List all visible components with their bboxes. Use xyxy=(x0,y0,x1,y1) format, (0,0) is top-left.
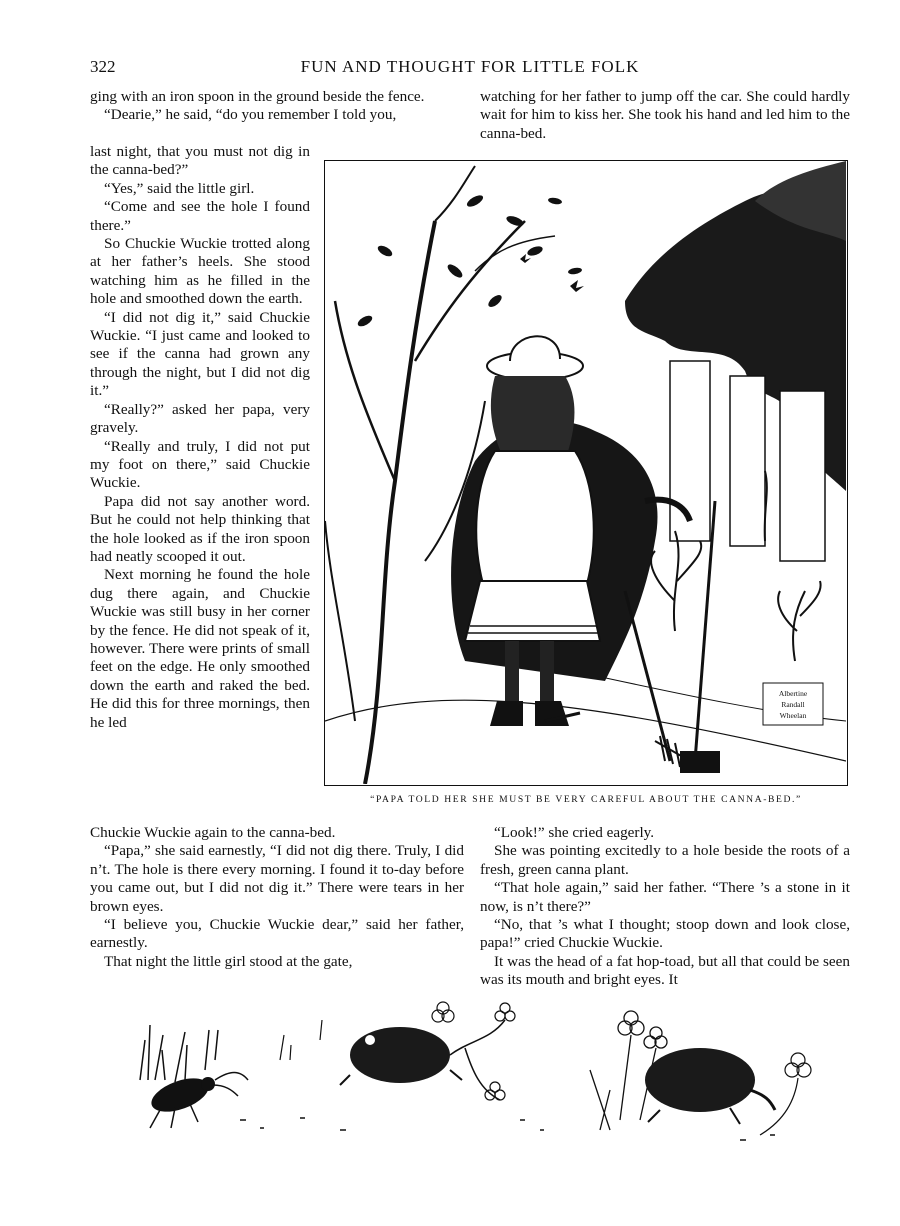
left-column-bottom xyxy=(90,824,464,971)
girl-boot xyxy=(535,701,569,726)
ground-specks xyxy=(240,1118,775,1140)
left-column-narrow xyxy=(90,143,310,732)
paragraph: “Really?” asked her papa, very gravely. xyxy=(90,400,310,437)
paragraph: “Look!” she cried eagerly. xyxy=(494,824,655,841)
running-head xyxy=(90,57,850,81)
girl-hat-crown xyxy=(510,336,560,361)
girl-leg xyxy=(505,641,519,701)
toad-icon xyxy=(645,1048,775,1124)
leaves xyxy=(356,193,582,328)
butterfly-icon xyxy=(570,280,584,292)
paragraph: “That hole again,” said her father. “There ’s a stone in it now, is n’t there?” xyxy=(480,879,850,915)
signature-line: Albertine xyxy=(778,689,808,698)
tree-branch xyxy=(325,521,355,721)
tree-branch xyxy=(335,301,395,481)
paragraph: ging with an iron spoon in the ground beside the fence. xyxy=(90,88,425,105)
paragraph: last night, that you must not dig in the canna-bed?” xyxy=(90,143,310,179)
illustration-girl-and-father xyxy=(324,160,848,786)
vignette-drawing xyxy=(120,1000,840,1160)
left-column-top xyxy=(90,88,464,125)
girl-leg xyxy=(540,641,554,701)
hoe-blade xyxy=(680,751,720,773)
right-column-bottom xyxy=(480,824,850,990)
running-title: FUN AND THOUGHT FOR LITTLE FOLK xyxy=(300,57,640,76)
paragraph: “Dearie,” he said, “do you remember I told you, xyxy=(104,106,397,124)
clover-leaves xyxy=(760,1053,811,1135)
paragraph: watching for her father to jump off the car. She could hardly wait for him to kiss her. She took his hand and led him to the canna-bed. xyxy=(480,88,850,142)
fence-post xyxy=(780,391,825,561)
paragraph: It was the head of a fat hop-toad, but all that could be seen was its mouth and bright eyes. It xyxy=(480,952,850,989)
tree-branch xyxy=(475,236,555,271)
tree-branch xyxy=(365,221,435,784)
rake-handle xyxy=(625,591,670,761)
girl-hair xyxy=(491,376,575,461)
paragraph: “Papa,” she said earnestly, “I did not dig there. Truly, I did n’t. The hole is there every morning. I found it to-day before you came out, but I did not dig it.” There were tears in her brown eyes. xyxy=(90,842,464,915)
paragraph: She was pointing excitedly to a hole beside the roots of a fresh, green canna plant. xyxy=(480,842,850,878)
paragraph: “No, that ’s what I thought; stoop down and look close, papa!” cried Chuckie Wuckie. xyxy=(480,916,850,952)
clover-vine xyxy=(450,1020,505,1100)
paragraph: “I believe you, Chuckie Wuckie dear,” said her father, earnestly. xyxy=(90,916,464,952)
beetle-icon xyxy=(147,1072,248,1128)
illustration-drawing xyxy=(325,161,846,784)
girl-skirt xyxy=(465,581,600,641)
canna-plant xyxy=(651,531,701,631)
paragraph: So Chuckie Wuckie trotted along at her father’s heels. She stood watching him as he filled in the hole and smoothed down the earth. xyxy=(90,235,310,308)
butterfly-icon xyxy=(520,254,531,263)
paragraph: Next morning he found the hole dug there again, and Chuckie Wuckie was still busy in her corner by the fence. He did not speak of it, however. There were prints of small feet on the edge. He only smoothed down the earth and raked the bed. He did this for three mornings, then he led xyxy=(90,566,310,731)
paragraph: “Yes,” said the little girl. xyxy=(104,179,255,197)
grass-tuft xyxy=(140,1025,218,1082)
signature-line: Wheelan xyxy=(779,711,807,720)
toad-icon xyxy=(340,1027,462,1085)
paragraph: “Come and see the hole I found there.” xyxy=(90,198,310,234)
signature-line: Randall xyxy=(781,700,805,709)
paragraph: “I did not dig it,” said Chuckie Wuckie. “I just came and looked to see if the canna had grown any through the night, but I did not dig it.” xyxy=(90,308,310,400)
vignette-toads-and-beetle xyxy=(120,1000,840,1160)
paragraph: “Really and truly, I did not put my foot on there,” said Chuckie Wuckie. xyxy=(90,437,310,492)
paragraph: Papa did not say another word. But he could not help thinking that the hole looked as if the iron spoon had neatly scooped it out. xyxy=(90,492,310,565)
tree-branch xyxy=(435,166,475,221)
illustration-caption: “PAPA TOLD HER SHE MUST BE VERY CAREFUL ABOUT THE CANNA-BED.” xyxy=(370,794,802,805)
paragraph: Chuckie Wuckie again to the canna-bed. xyxy=(90,824,336,841)
right-column-top xyxy=(480,88,850,143)
girl-boot xyxy=(490,701,523,726)
grass-tuft xyxy=(280,1020,322,1060)
canna-plant xyxy=(778,581,820,661)
fence-post xyxy=(730,376,765,546)
page-number: 322 xyxy=(90,57,116,76)
paragraph: That night the little girl stood at the gate, xyxy=(104,952,353,970)
girl-coat xyxy=(476,451,593,591)
